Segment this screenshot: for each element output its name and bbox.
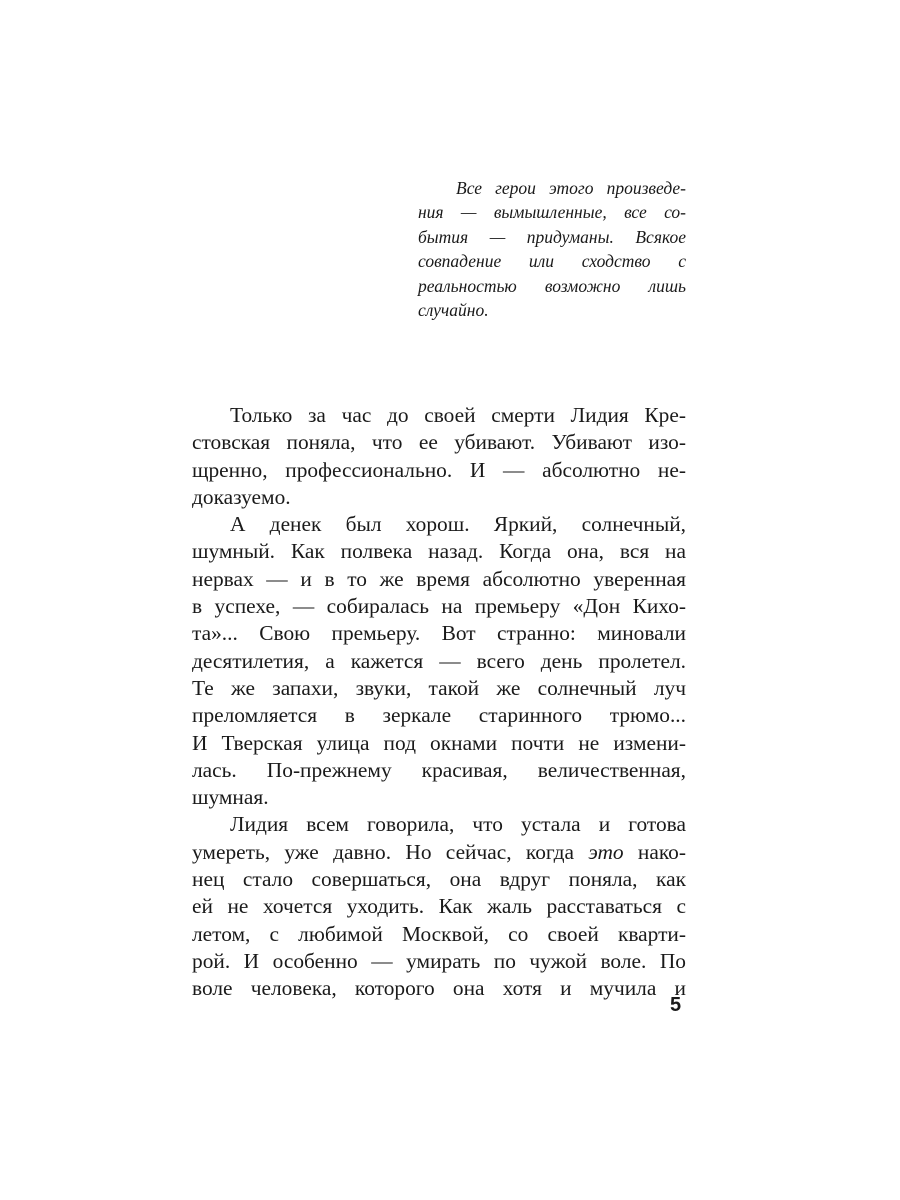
text-line: та»... Свою премьеру. Вот странно: миновали: [192, 621, 686, 646]
text-line: А денек был хорош. Яркий, солнечный,: [230, 512, 686, 537]
epigraph-line: Все герои этого произведе-: [456, 178, 686, 198]
text-line: Лидия всем говорила, что устала и готова: [230, 812, 686, 837]
text-line: ей не хочется уходить. Как жаль расставаться с: [192, 894, 686, 919]
text-line: нервах — и в то же время абсолютно уверенная: [192, 566, 686, 591]
text-line: рой. И особенно — умирать по чужой воле. По: [192, 948, 686, 973]
text-line: щренно, профессионально. И — абсолютно не-: [192, 457, 686, 482]
epigraph-line: совпадение или сходство с: [418, 251, 686, 272]
text-fragment: нако-: [637, 839, 686, 864]
text-line: преломляется в зеркале старинного трюмо...: [192, 703, 686, 728]
text-line: доказуемо.: [192, 484, 291, 509]
italic-word: это: [588, 839, 624, 864]
text-line: шумный. Как полвека назад. Когда она, вся на: [192, 539, 686, 564]
text-line: нец стало совершаться, она вдруг поняла, как: [192, 867, 686, 892]
text-line: в успехе, — собиралась на премьеру «Дон Кихо-: [192, 594, 686, 619]
epigraph: [418, 176, 686, 322]
epigraph-line: бытия — придуманы. Всякое: [418, 226, 686, 247]
text-line: лась. По-прежнему красивая, величественная,: [192, 757, 686, 782]
text-line: воле человека, которого она хотя и мучила и: [192, 976, 686, 1001]
text-line: шумная.: [192, 785, 269, 810]
text-line-with-italic: [192, 839, 686, 866]
page-number: 5: [670, 994, 682, 1016]
epigraph-line: реальностью возможно лишь: [418, 275, 686, 296]
epigraph-line: случайно.: [418, 300, 489, 321]
text-line: летом, с любимой Москвой, со своей кварти-: [192, 921, 686, 946]
text-line: стовская поняла, что ее убивают. Убивают изо-: [192, 430, 686, 455]
text-fragment: умереть, уже давно. Но сейчас, когда: [192, 839, 574, 864]
text-line: десятилетия, а кажется — всего день пролетел.: [192, 648, 686, 673]
epigraph-line: ния — вымышленные, все со-: [418, 202, 686, 223]
text-line: Только за час до своей смерти Лидия Кре-: [230, 403, 686, 427]
text-line: И Тверская улица под окнами почти не измени-: [192, 730, 686, 755]
text-line: Те же запахи, звуки, такой же солнечный луч: [192, 675, 686, 700]
body-text: [192, 402, 686, 1003]
